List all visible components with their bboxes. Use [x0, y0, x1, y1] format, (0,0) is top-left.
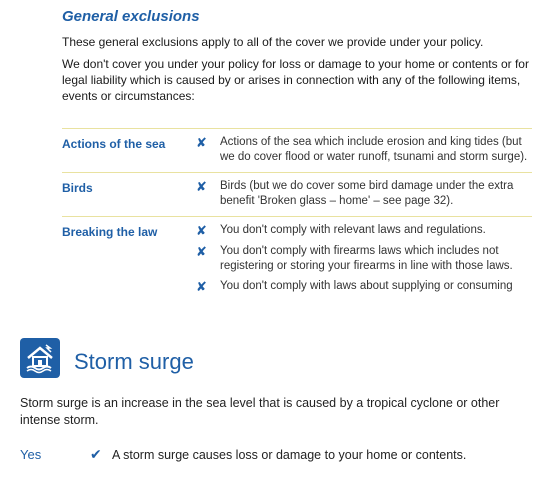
exclusion-row — [62, 216, 532, 302]
storm-surge-title: Storm surge — [74, 349, 194, 374]
exclusion-row — [62, 172, 532, 216]
cross-icon: ✘ — [196, 135, 207, 150]
cross-icon: ✘ — [196, 279, 207, 294]
exclusion-item — [192, 179, 532, 209]
cross-icon: ✘ — [196, 244, 207, 259]
exclusion-item — [192, 279, 532, 295]
cross-icon: ✘ — [196, 223, 207, 238]
exclusion-label: Actions of the sea — [62, 137, 166, 151]
body-paragraph: We don't cover you under your policy for loss or damage to your home or contents or for legal liability which is caused by or arises in connection with any of the following items, events or circumstances: — [62, 57, 529, 103]
exclusion-label: Birds — [62, 181, 93, 195]
exclusion-item — [192, 223, 532, 239]
exclusion-item — [192, 135, 532, 165]
cover-row — [20, 446, 466, 463]
tick-icon: ✔ — [90, 446, 102, 462]
exclusion-label: Breaking the law — [62, 225, 158, 239]
general-exclusions-section — [62, 8, 532, 110]
cover-label: Yes — [20, 447, 42, 462]
cover-text: A storm surge causes loss or damage to your home or contents. — [112, 447, 467, 462]
section-heading: General exclusions — [62, 8, 200, 25]
exclusion-row — [62, 128, 532, 172]
storm-surge-header — [20, 338, 194, 378]
cross-icon: ✘ — [196, 179, 207, 194]
exclusion-text: Actions of the sea which include erosion and king tides (but we do cover flood or water runoff, tsunami and storm surge). — [220, 136, 528, 163]
exclusion-text: You don't comply with laws about supplying or consuming — [220, 280, 513, 292]
exclusion-text: You don't comply with firearms laws which includes not registering or storing your firearms in line with those laws. — [220, 245, 513, 272]
house-flood-icon — [20, 338, 60, 378]
storm-surge-description: Storm surge is an increase in the sea level that is caused by a tropical cyclone or other intense storm. — [20, 396, 500, 427]
exclusions-table — [62, 128, 532, 302]
exclusion-item — [192, 244, 532, 274]
exclusion-text: You don't comply with relevant laws and regulations. — [220, 224, 486, 236]
exclusion-text: Birds (but we do cover some bird damage under the extra benefit 'Broken glass – home' – see page 32). — [220, 180, 514, 207]
intro-paragraph: These general exclusions apply to all of the cover we provide under your policy. — [62, 35, 484, 49]
